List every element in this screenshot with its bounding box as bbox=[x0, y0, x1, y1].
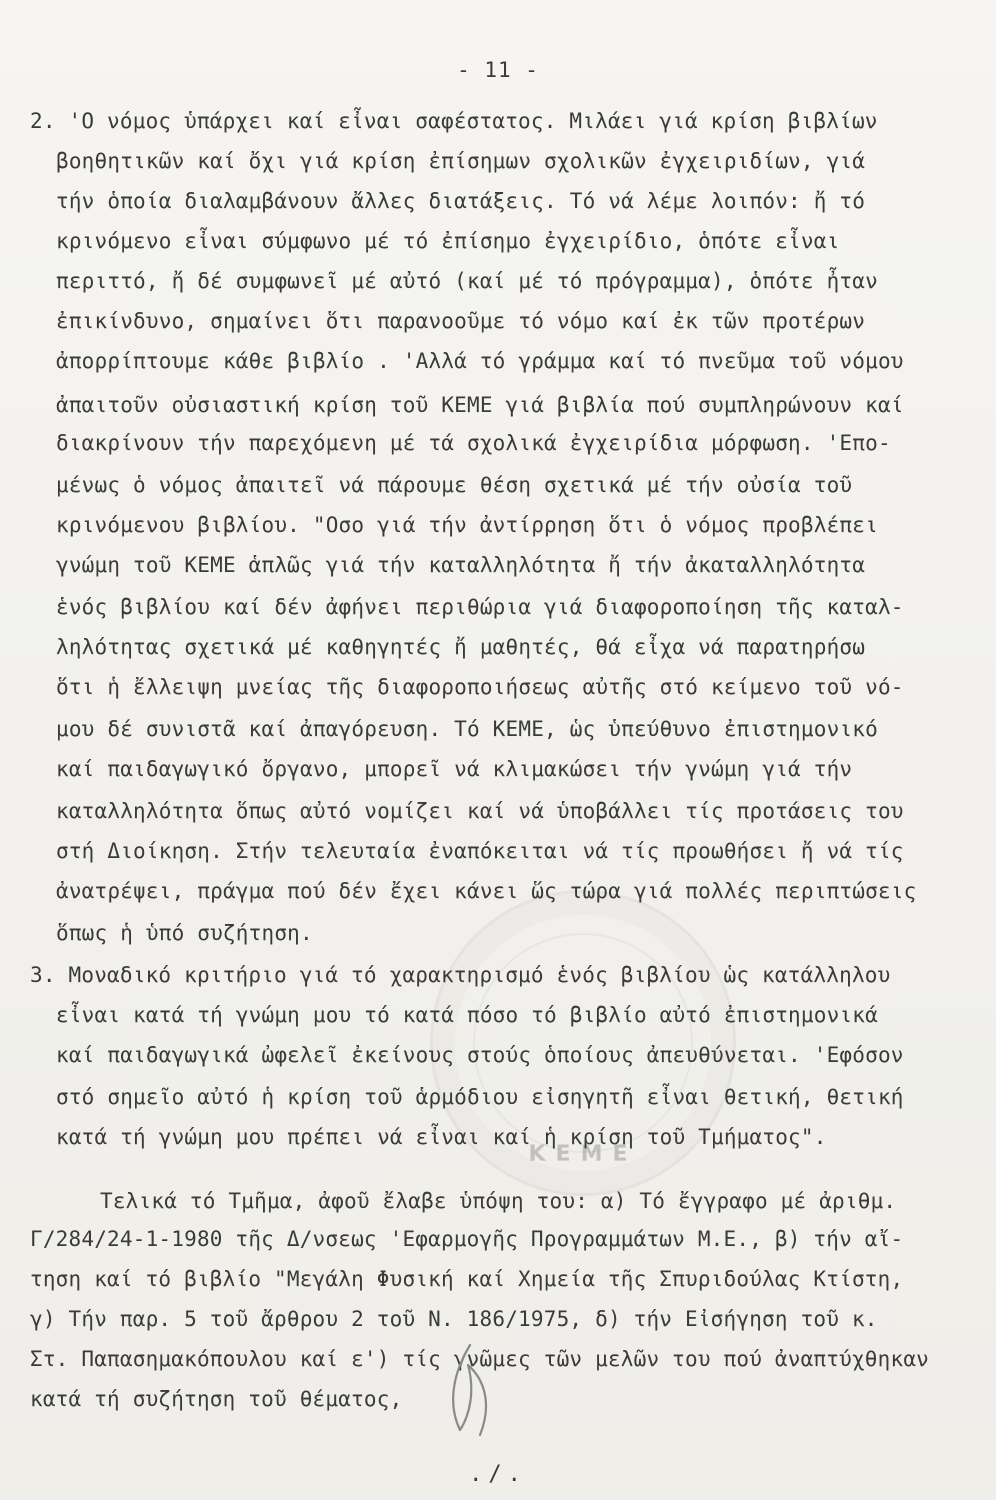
text-line: ἐπικίνδυνο, σημαίνει ὅτι παρανοοῦμε τό νόμο καί ἐκ τῶν προτέρων bbox=[56, 309, 866, 333]
text-line: κρινόμενο εἶναι σύμφωνο μέ τό ἐπίσημο ἐγχειρίδιο, ὁπότε εἶναι bbox=[56, 229, 840, 253]
text-line: ὅτι ἡ ἔλλειψη μνείας τῆς διαφοροποιήσεως αὐτῆς στό κείμενο τοῦ νό- bbox=[56, 675, 904, 699]
text-line: περιττό, ἤ δέ συμφωνεῖ μέ αὐτό (καί μέ τό πρόγραμμα), ὁπότε ἦταν bbox=[56, 269, 878, 293]
text-line: ἀπορρίπτουμε κάθε βιβλίο . 'Αλλά τό γράμμα καί τό πνεῦμα τοῦ νόμου bbox=[56, 349, 904, 373]
text-line: κατά τή συζήτηση τοῦ θέματος, bbox=[30, 1387, 403, 1411]
text-line: στή Διοίκηση. Στήν τελευταία ἐναπόκειται νά τίς προωθήσει ἤ νά τίς bbox=[56, 839, 904, 863]
text-line: Στ. Παπασημακόπουλου καί ε') τίς γνῶμες τῶν μελῶν του πού ἀναπτύχθηκαν bbox=[30, 1347, 930, 1371]
text-line: κατά τή γνώμη μου πρέπει νά εἶναι καί ἡ κρίση τοῦ Τμήματος". bbox=[56, 1125, 827, 1149]
text-line: ἀπαιτοῦν οὐσιαστική κρίση τοῦ ΚΕΜΕ γιά βιβλία πού συμπληρώνουν καί bbox=[56, 393, 904, 417]
stamp-label: ΚΕΜΕ bbox=[528, 1142, 638, 1167]
text-line: 2. 'Ο νόμος ὑπάρχει καί εἶναι σαφέστατος. Μιλάει γιά κρίση βιβλίων bbox=[30, 109, 878, 133]
text-line: τήν ὁποία διαλαμβάνουν ἄλλες διατάξεις. Τό νά λέμε λοιπόν: ἤ τό bbox=[56, 189, 866, 213]
page-number: - 11 - bbox=[457, 58, 539, 82]
text-line: ἀνατρέψει, πράγμα πού δέν ἔχει κάνει ὥς τώρα γιά πολλές περιπτώσεις bbox=[56, 879, 917, 903]
text-line: ἑνός βιβλίου καί δέν ἀφήνει περιθώρια γιά διαφοροποίηση τῆς καταλ- bbox=[56, 595, 904, 619]
text-line: τηση καί τό βιβλίο "Μεγάλη Φυσική καί Χημεία τῆς Σπυριδούλας Κτίστη, bbox=[30, 1267, 904, 1291]
text-line: ληλότητας σχετικά μέ καθηγητές ἤ μαθητές, θά εἶχα νά παρατηρήσω bbox=[56, 635, 866, 659]
text-line: μένως ὁ νόμος ἀπαιτεῖ νά πάρουμε θέση σχετικά μέ τήν οὐσία τοῦ bbox=[56, 473, 853, 497]
text-line: διακρίνουν τήν παρεχόμενη μέ τά σχολικά ἐγχειρίδια μόρφωση. 'Επο- bbox=[56, 431, 891, 455]
text-line: γ) Τήν παρ. 5 τοῦ ἄρθρου 2 τοῦ Ν. 186/1975, δ) τήν Εἰσήγηση τοῦ κ. bbox=[30, 1307, 878, 1331]
text-line: ὅπως ἡ ὑπό συζήτηση. bbox=[56, 921, 313, 945]
text-line: μου δέ συνιστᾶ καί ἀπαγόρευση. Τό ΚΕΜΕ, ὡς ὑπεύθυνο ἐπιστημονικό bbox=[56, 717, 878, 741]
text-line: εἶναι κατά τή γνώμη μου τό κατά πόσο τό βιβλίο αὐτό ἐπιστημονικά bbox=[56, 1003, 878, 1027]
text-line: καί παιδαγωγικά ὠφελεῖ ἐκείνους στούς ὁποίους ἀπευθύνεται. 'Εφόσον bbox=[56, 1043, 904, 1067]
text-line: Τελικά τό Τμῆμα, ἀφοῦ ἔλαβε ὑπόψη του: α) Τό ἔγγραφο μέ ἀριθμ. bbox=[100, 1189, 897, 1213]
text-line: Γ/284/24-1-1980 τῆς Δ/νσεως 'Εφαρμογῆς Προγραμμάτων Μ.Ε., β) τήν αἴ- bbox=[30, 1227, 904, 1251]
text-line: 3. Μοναδικό κριτήριο γιά τό χαρακτηρισμό ἑνός βιβλίου ὡς κατάλληλου bbox=[30, 963, 891, 987]
text-line: κρινόμενου βιβλίου. "Οσο γιά τήν ἀντίρρηση ὅτι ὁ νόμος προβλέπει bbox=[56, 513, 878, 537]
text-line: στό σημεῖο αὐτό ἡ κρίση τοῦ ἁρμόδιου εἰσηγητῆ εἶναι θετική, θετική bbox=[56, 1085, 904, 1109]
text-line: καταλληλότητα ὅπως αὐτό νομίζει καί νά ὑποβάλλει τίς προτάσεις του bbox=[56, 799, 904, 823]
handwritten-signature bbox=[430, 1335, 540, 1445]
text-line: καί παιδαγωγικό ὄργανο, μπορεῖ νά κλιμακώσει τήν γνώμη γιά τήν bbox=[56, 757, 853, 781]
text-line: βοηθητικῶν καί ὄχι γιά κρίση ἐπίσημων σχολικῶν ἐγχειριδίων, γιά bbox=[56, 149, 866, 173]
continuation-mark: ./. bbox=[469, 1462, 527, 1487]
text-line: γνώμη τοῦ ΚΕΜΕ ἁπλῶς γιά τήν καταλληλότητα ἤ τήν ἀκαταλληλότητα bbox=[56, 553, 866, 577]
